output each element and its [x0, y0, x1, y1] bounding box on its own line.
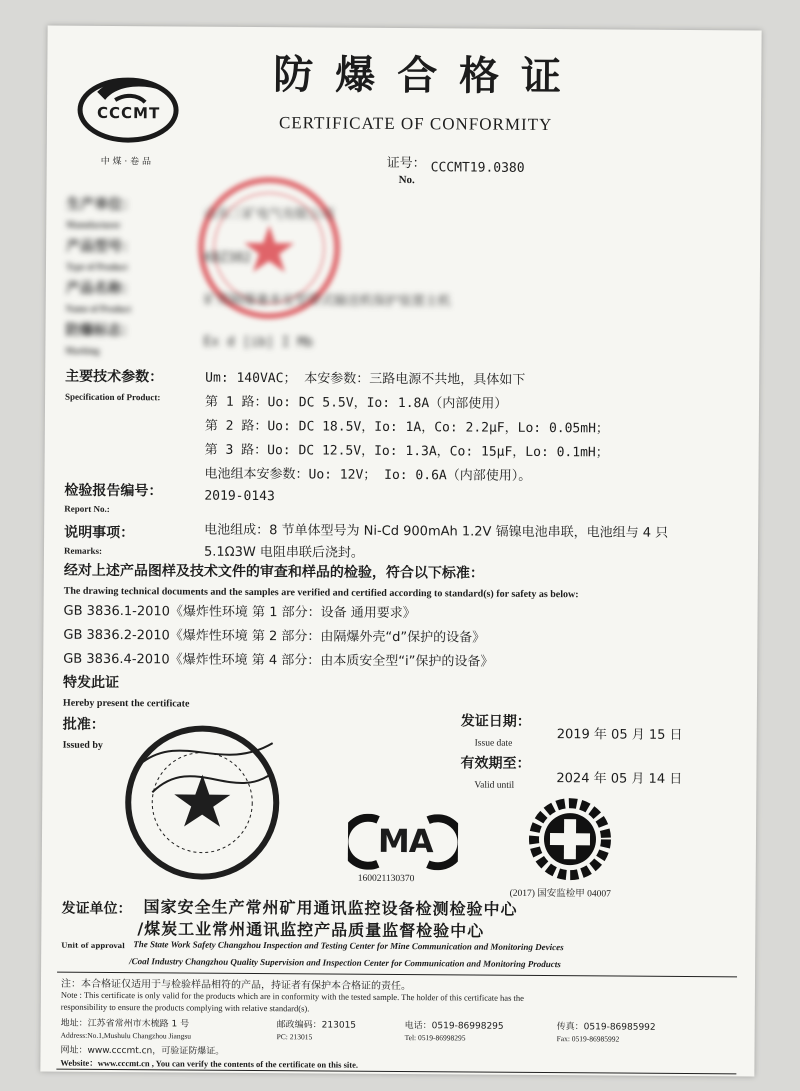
- valid-until-value: 2024 年 05 月 14 日: [556, 771, 683, 787]
- type-label-en: Type of Product: [65, 261, 128, 273]
- certify-label-en: Hereby present the certificate: [62, 697, 190, 710]
- footer-address-en: Address:No.1,Mushulu Changzhou Jiangsu: [60, 1030, 192, 1041]
- marking-label-cn: 防爆标志：: [65, 322, 136, 340]
- footer-postcode-cn: 邮政编码：213015: [276, 1020, 357, 1031]
- standard-item-3: GB 3836.4-2010《爆炸性环境 第 4 部分：由本质安全型“i”保护的设备》: [63, 651, 494, 670]
- name-label-en: Name of Product: [65, 303, 132, 315]
- standard-item-2: GB 3836.2-2010《爆炸性环境 第 2 部分：由隔爆外壳“d”保护的设备》: [63, 627, 486, 646]
- footer-note-en-2: responsibility to ensure the products complying with relative standard(s).: [60, 1001, 310, 1014]
- type-label-cn: 产品型号：: [66, 238, 137, 256]
- manufacturer-label-cn: 生产单位：: [66, 196, 137, 214]
- issuer-label-cn: 发证单位：: [61, 900, 132, 918]
- footer-fax-cn: 传真：0519-86985992: [556, 1022, 656, 1033]
- footer-note-cn: 注：本合格证仅适用于与检验样品相符的产品，持证者有保护本合格证的责任。: [60, 978, 411, 993]
- cma-mark: [348, 814, 458, 875]
- report-label-en: Report No.:: [64, 503, 110, 514]
- spec-label-en: Specification of Product:: [65, 391, 161, 403]
- remarks-label-cn: 说明事项：: [64, 524, 135, 542]
- marking-label-en: Marking: [65, 345, 100, 356]
- footer-tel-cn: 电话：0519-86998295: [404, 1021, 504, 1032]
- footer-fax-en: Fax: 0519-86985992: [556, 1034, 620, 1044]
- approve-label-en: Issued by: [62, 739, 103, 751]
- certificate-sheet: [40, 26, 761, 1077]
- valid-until-label-cn: 有效期至：: [460, 755, 531, 772]
- standards-intro-cn: 经对上述产品图样及技术文件的审查和样品的检验，符合以下标准：: [63, 562, 484, 582]
- issuer-name-1-en: The State Work Safety Changzhou Inspection and Testing Center for Mine Communication and Monitoring Devices: [133, 939, 564, 953]
- cma-number: 160021130370: [357, 873, 415, 885]
- issuer-label-en: Unit of approval: [61, 940, 125, 951]
- valid-until-label-en: Valid until: [474, 780, 515, 791]
- logo-text: CCCMT: [96, 103, 161, 123]
- footer-address-cn: 地址：江苏省常州市木梳路 1 号: [60, 1018, 190, 1030]
- spec-line-1: Um: 140VAC； 本安参数：三路电源不共地，具体如下: [205, 370, 526, 388]
- standards-intro-en: The drawing technical documents and the samples are verified and certified according to standard(s) for safety as below:: [63, 585, 579, 601]
- issuer-name-1-cn: 国家安全生产常州矿用通讯监控设备检测检验中心: [143, 897, 518, 919]
- footer-website-cn: 网址：www.cccmt.cn，可验证防爆证。: [60, 1045, 225, 1057]
- remarks-line-1: 电池组成：8 节单体型号为 Ni-Cd 900mAh 1.2V 镉镍电池串联，电池组与 4 只: [204, 522, 669, 541]
- standard-item-1: GB 3836.1-2010《爆炸性环境 第 1 部分：设备 通用要求》: [63, 603, 416, 622]
- cccmt-logo: [75, 60, 182, 171]
- type-value: KBZ382: [203, 250, 252, 266]
- name-value: 矿用隔爆兼本安型带式输送机保护装置主机: [203, 292, 451, 310]
- safety-number: (2017) 国安监检甲 04007: [509, 888, 611, 900]
- issuer-name-2-en: /Coal Industry Changzhou Quality Supervision and Inspection Center for Communication and Monitoring Products: [129, 956, 561, 970]
- issue-date-label-en: Issue date: [474, 738, 513, 749]
- issuer-name-2-cn: /煤炭工业常州通讯监控产品质量监督检验中心: [137, 919, 485, 941]
- marking-value: Ex d [ib] I Mb: [203, 334, 314, 351]
- footer-postcode-en: PC: 213015: [276, 1032, 313, 1042]
- issue-date-label-cn: 发证日期：: [460, 713, 531, 730]
- footer-website-en: Website：www.cccmt.cn , You can verify the contents of the certificate on this site.: [60, 1057, 359, 1070]
- safety-mark: [528, 797, 613, 882]
- issue-date-value: 2019 年 05 月 15 日: [556, 727, 683, 743]
- certify-label-cn: 特发此证: [63, 674, 120, 692]
- logo-subtext: 中 煤 · 卷 品: [100, 156, 152, 168]
- spec-line-4: 第 3 路：Uo: DC 12.5V，Io: 1.3A，Co: 15μF，Lo: 0.1mH；: [204, 442, 609, 461]
- title-en: CERTIFICATE OF CONFORMITY: [278, 113, 553, 135]
- report-label-cn: 检验报告编号：: [64, 482, 163, 500]
- safety-cross-icon: [528, 797, 613, 882]
- approve-label-cn: 批准：: [62, 716, 105, 733]
- cma-text: MA: [377, 821, 433, 861]
- cert-no-value: CCCMT19.0380: [430, 160, 525, 176]
- manufacturer-label-en: Manufacturer: [66, 219, 121, 231]
- spec-line-2: 第 1 路：Uo: DC 5.5V，Io: 1.8A（内部使用）: [204, 394, 508, 412]
- spec-line-5: 电池组本安参数：Uo: 12V； Io: 0.6A（内部使用）。: [204, 466, 532, 484]
- official-round-stamp: [122, 722, 283, 883]
- spec-label-cn: 主要技术参数：: [65, 368, 164, 386]
- report-value: 2019-0143: [204, 488, 275, 505]
- footer-tel-en: Tel: 0519-86998295: [404, 1033, 466, 1043]
- name-label-cn: 产品名称：: [65, 280, 136, 298]
- cert-no-label-en: No.: [398, 173, 415, 187]
- spec-line-3: 第 2 路：Uo: DC 18.5V，Io: 1A，Co: 2.2μF，Lo: 0.05mH；: [204, 418, 609, 437]
- manufacturer-value: 山东三矿电气有限公司: [204, 206, 335, 223]
- remarks-label-en: Remarks:: [63, 545, 103, 556]
- footer-note-en-1: Note : This certificate is only valid for the products which are in conformity with the tested sample. The holder of this certificate has the: [60, 989, 524, 1003]
- title-cn: 防 爆 合 格 证: [273, 52, 566, 101]
- cert-no-label-cn: 证号：: [386, 155, 426, 172]
- remarks-line-2: 5.1Ω3W 电阻串联后浇封。: [203, 544, 364, 561]
- footer-box: [56, 972, 737, 1075]
